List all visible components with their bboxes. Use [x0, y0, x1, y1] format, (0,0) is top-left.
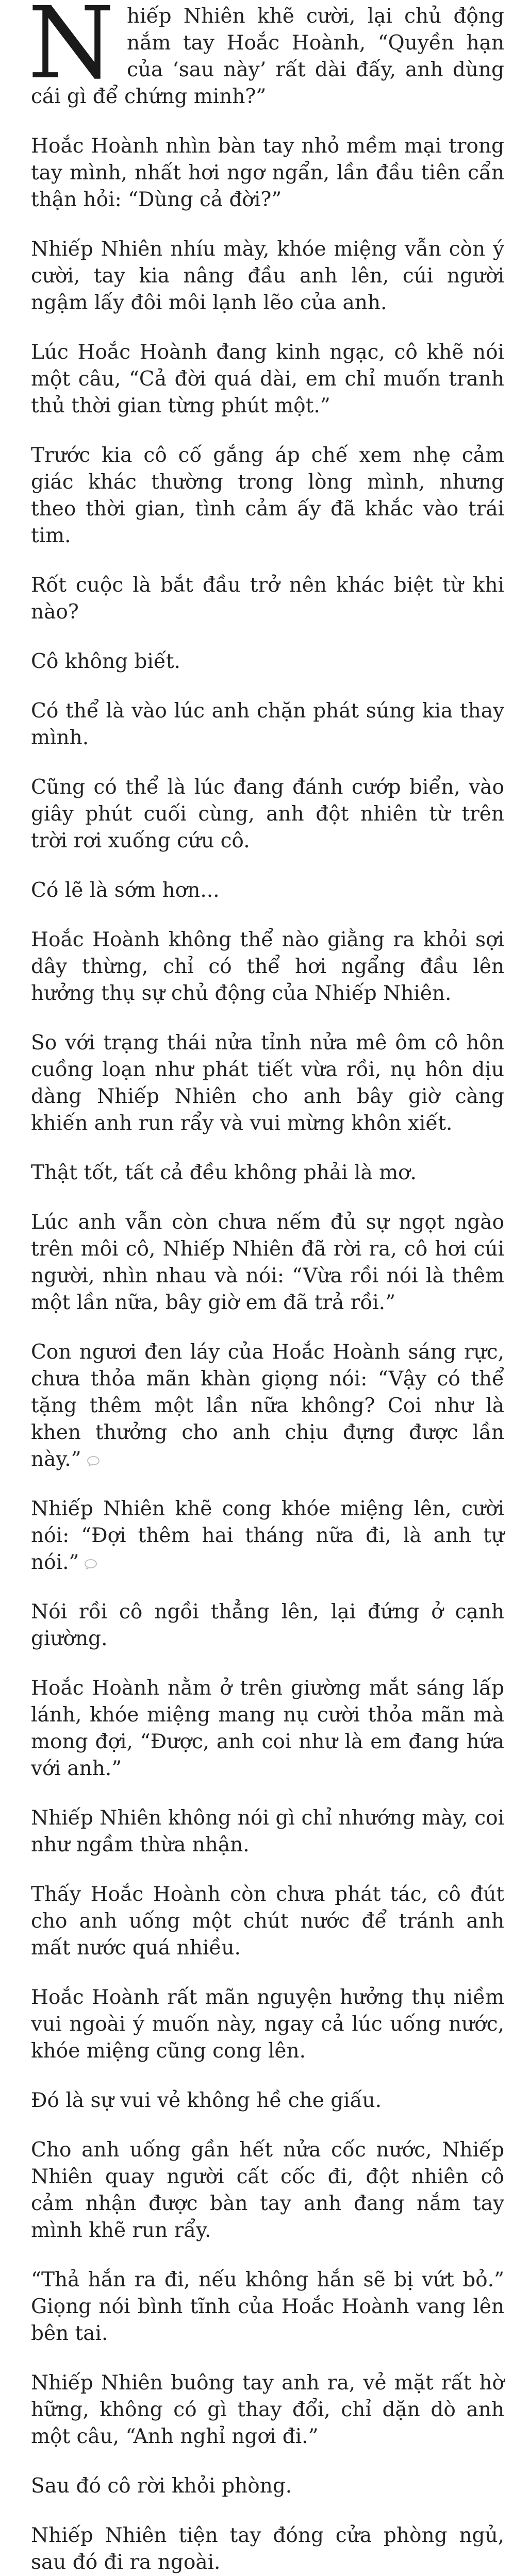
paragraph — [31, 2473, 504, 2500]
paragraph — [31, 1339, 504, 1473]
paragraph-text: Hoắc Hoành nhìn bàn tay nhỏ mềm mại trong tay mình, nhất hơi ngơ ngẩn, lần đầu tiên cẩn thận hỏi: “Dùng cả đời?” — [31, 135, 504, 211]
chapter-text — [28, 0, 504, 2576]
paragraph — [31, 236, 504, 316]
paragraph — [31, 1881, 504, 1962]
paragraph-text: Nhiếp Nhiên buông tay anh ra, vẻ mặt rất hờ hững, không có gì thay đổi, chỉ dặn dò anh một câu, “Anh nghỉ ngơi đi.” — [31, 2371, 504, 2448]
paragraph-text: Rốt cuộc là bắt đầu trở nên khác biệt từ khi nào? — [31, 574, 504, 624]
paragraph — [31, 927, 504, 1007]
paragraph-text: Nói rồi cô ngồi thẳng lên, lại đứng ở cạnh giường. — [31, 1600, 504, 1650]
paragraph — [31, 2137, 504, 2244]
paragraph-text: Có lẽ là sớm hơn... — [31, 879, 220, 902]
paragraph-text: Thấy Hoắc Hoành còn chưa phát tác, cô đút cho anh uống một chút nước để tránh anh mất nước quá nhiều. — [31, 1883, 504, 1960]
paragraph-text: Có thể là vào lúc anh chặn phát súng kia thay mình. — [31, 699, 504, 749]
paragraph — [31, 698, 504, 751]
paragraph — [31, 1496, 504, 1576]
paragraph — [31, 774, 504, 855]
paragraph-text: Sau đó cô rời khỏi phòng. — [31, 2474, 292, 2498]
paragraph — [31, 1675, 504, 1782]
paragraph — [31, 442, 504, 549]
paragraph-text: Trước kia cô cố gắng áp chế xem nhẹ cảm giác khác thường trong lòng mình, nhưng theo thời gian, tình cảm ấy đã khắc vào trái tim. — [31, 444, 504, 547]
paragraph — [31, 2522, 504, 2576]
paragraph — [31, 1209, 504, 1316]
paragraph — [31, 648, 504, 675]
paragraph-text: “Thả hắn ra đi, nếu không hắn sẽ bị vứt bỏ.” Giọng nói bình tĩnh của Hoắc Hoành vang lên bên tai. — [31, 2268, 504, 2345]
comment-bubble-icon[interactable] — [87, 1456, 100, 1467]
paragraph-text: So với trạng thái nửa tỉnh nửa mê ôm cô hôn cuồng loạn như phát tiết vừa rồi, nụ hôn dịu dàng Nhiếp Nhiên cho anh bây giờ càng khiến anh run rẩy và vui mừng khôn xiết. — [31, 1031, 504, 1135]
paragraph-text: Con ngươi đen láy của Hoắc Hoành sáng rực, chưa thỏa mãn khàn giọng nói: “Vậy có thể tặng thêm một lần nữa không? Coi như là khen thưởng cho anh chịu đựng được lần này.” — [31, 1341, 504, 1471]
paragraph — [31, 877, 504, 904]
paragraph — [31, 1599, 504, 1652]
paragraph — [31, 2087, 504, 2114]
drop-cap-letter: N — [28, 0, 114, 101]
paragraph — [31, 1160, 504, 1186]
paragraph-text: Cho anh uống gần hết nửa cốc nước, Nhiếp Nhiên quay người cất cốc đi, đột nhiên cô cảm nhận được bàn tay anh đang nắm tay mình khẽ run rẩy. — [31, 2138, 504, 2242]
paragraph — [31, 2370, 504, 2450]
paragraph — [31, 572, 504, 626]
paragraph-text: Nhiếp Nhiên tiện tay đóng cửa phòng ngủ, sau đó đi ra ngoài. — [31, 2524, 504, 2574]
comment-bubble-icon[interactable] — [84, 1559, 97, 1570]
paragraph — [28, 0, 504, 110]
paragraph-text: Nhiếp Nhiên khẽ cong khóe miệng lên, cười nói: “Đợi thêm hai tháng nữa đi, là anh tự nói.” — [31, 1497, 504, 1574]
paragraph — [31, 1030, 504, 1137]
paragraph-text: Nhiếp Nhiên không nói gì chỉ nhướng mày, coi như ngầm thừa nhận. — [31, 1806, 504, 1856]
paragraph-text: hiếp Nhiên khẽ cười, lại chủ động nắm tay Hoắc Hoành, “Quyền hạn của ‘sau này’ rất dài đấy, anh dùng cái gì để chứng minh?” — [31, 5, 504, 108]
paragraph-text: Lúc anh vẫn còn chưa nếm đủ sự ngọt ngào trên môi cô, Nhiếp Nhiên đã rời ra, cô hơi cúi người, nhìn nhau và nói: “Vừa rồi nói là thêm một lần nữa, bây giờ em đã trả rồi.” — [31, 1211, 504, 1314]
paragraph — [31, 2267, 504, 2347]
paragraph-text: Cô không biết. — [31, 650, 180, 673]
paragraph-text: Nhiếp Nhiên nhíu mày, khóe miệng vẫn còn ý cười, tay kia nâng đầu anh lên, cúi người ngậm lấy đôi môi lạnh lẽo của anh. — [31, 238, 504, 314]
paragraph-text: Lúc Hoắc Hoành đang kinh ngạc, cô khẽ nói một câu, “Cả đời quá dài, em chỉ muốn tranh thủ thời gian từng phút một.” — [31, 341, 504, 417]
paragraph-text: Đó là sự vui vẻ không hề che giấu. — [31, 2089, 382, 2112]
paragraph-text: Hoắc Hoành rất mãn nguyện hưởng thụ niềm vui ngoài ý muốn này, ngay cả lúc uống nước, khóe miệng cũng cong lên. — [31, 1986, 504, 2063]
paragraph-text: Thật tốt, tất cả đều không phải là mơ. — [31, 1161, 417, 1184]
paragraph — [31, 1984, 504, 2065]
paragraph-text: Cũng có thể là lúc đang đánh cướp biển, vào giây phút cuối cùng, anh đột nhiên từ trên trời rơi xuống cứu cô. — [31, 776, 504, 852]
paragraph — [31, 1805, 504, 1859]
paragraph — [31, 339, 504, 420]
paragraph-text: Hoắc Hoành không thể nào giằng ra khỏi sợi dây thừng, chỉ có thể hơi ngẩng đầu lên hưởng thụ sự chủ động của Nhiếp Nhiên. — [31, 928, 504, 1005]
paragraph-text: Hoắc Hoành nằm ở trên giường mắt sáng lấp lánh, khóe miệng mang nụ cười thỏa mãn mà mong đợi, “Được, anh coi như là em đang hứa với anh.” — [31, 1677, 504, 1780]
paragraph — [31, 133, 504, 213]
